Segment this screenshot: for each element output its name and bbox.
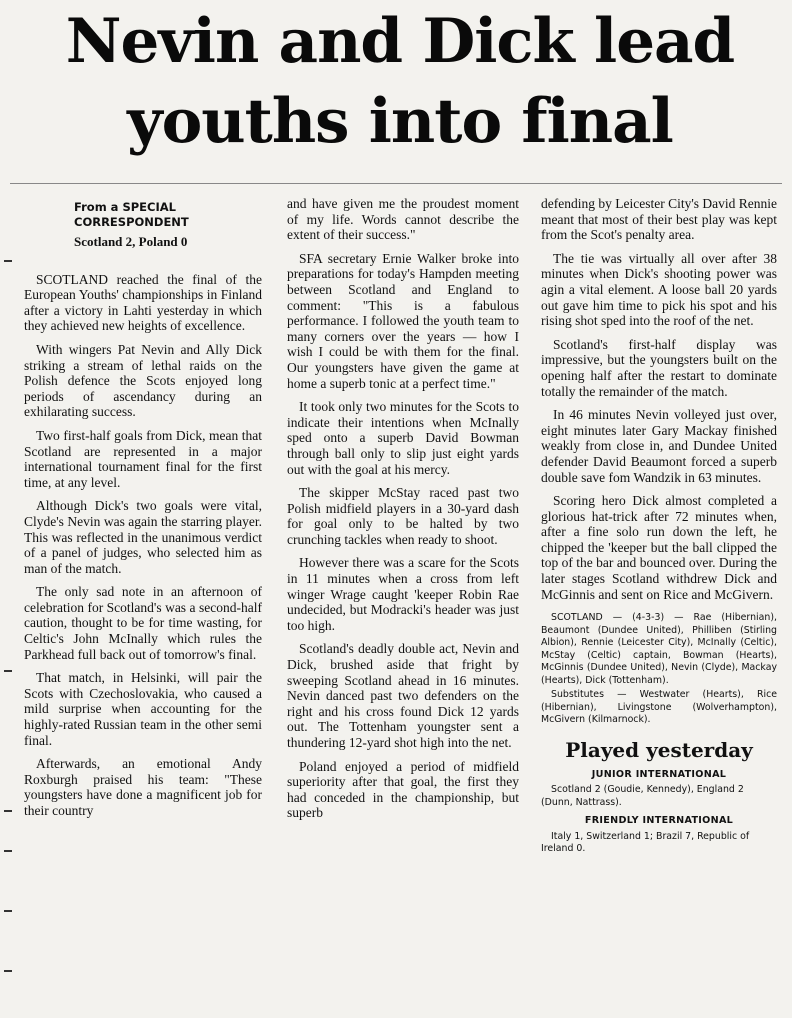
junior-heading: JUNIOR INTERNATIONAL [591, 768, 727, 780]
team-lineup [541, 612, 777, 727]
junior-result: Scotland 2 (Goudie, Kennedy), England 2 (Dunn, Nattrass). [541, 784, 744, 808]
paragraph: SCOTLAND reached the final of the European Youths' championships in Finland after a victory in Lahti yesterday in which they achieved new heights of excellence. [24, 271, 262, 334]
lineup-substitutes: Substitutes — Westwater (Hearts), Rice (Hibernian), Livingstone (Wolverhampton), McGivern (Kilmarnock). [541, 689, 777, 726]
byline-line-2: CORRESPONDENT [74, 215, 189, 229]
paragraph: It took only two minutes for the Scots to indicate their intentions when McInally sped onto a superb David Bowman through ball only to slip just eight yards out with the goal at his mercy. [287, 399, 519, 477]
paragraph: Two first-half goals from Dick, mean that Scotland are represented in a major international tournament final for the first time, at any level. [24, 427, 262, 490]
friendly-heading: FRIENDLY INTERNATIONAL [584, 815, 734, 827]
paragraph: Scoring hero Dick almost completed a glorious hat-trick after 72 minutes when, after a fine solo run down the left, he chipped the 'keeper but the ball clipped the top of the bar and bounced over. During the later stages Scotland withdrew Dick and McGinnis and sent on Rice and McGivern. [541, 493, 777, 602]
paragraph: The tie was virtually all over after 38 minutes when Dick's shooting power was agin a vital element. A loose ball 20 yards out gave him time to pick his spot and his rising shot sped into the roof of the net. [541, 250, 777, 329]
paragraph: However there was a scare for the Scots in 11 minutes when a cross from left winger Wrage caught 'keeper Robin Rae undecided, but Modracki's header was just too high. [287, 555, 519, 633]
paragraph: Afterwards, an emotional Andy Roxburgh praised his team: "These youngsters have done a magnificent job for their country [24, 756, 262, 818]
paragraph: SFA secretary Ernie Walker broke into preparations for today's Hampden meeting between Scotland and England to comment: "This is a fabulous performance. I followed the youth team to many corners over the years — how I wish I could be with them for the final. Our youngsters have given the game at home a superb tonic at a perfect time." [287, 250, 519, 391]
paragraph: Scotland's deadly double act, Nevin and Dick, brushed aside that fright by sweeping Scotland ahead in 16 minutes. Nevin danced past two defenders on the right and his cross found Dick 12 yards out. The Tottenham youngster sent a thundering 12-yard shot high into the net. [287, 641, 519, 750]
paragraph: In 46 minutes Nevin volleyed just over, eight minutes later Gary Mackay finished weakly from close in, and Dundee United defender David Beaumont forced a superb double save fom Wandzik in 63 minutes. [541, 407, 777, 485]
paragraph: With wingers Pat Nevin and Ally Dick striking a stream of lethal raids on the Polish defence the Scots enjoyed long periods of ascendancy during an exhilarating success. [24, 341, 262, 420]
paragraph: That match, in Helsinki, will pair the Scots with Czechoslovakia, who caused a mild surprise when accounting for the highly-rated Russian team in the other semi final. [24, 670, 262, 748]
paragraph: Poland enjoyed a period of midfield superiority after that goal, the first they had conceded in the championship, but superb [287, 758, 519, 821]
margin-marks [0, 250, 18, 1010]
paragraph: Although Dick's two goals were vital, Clyde's Nevin was again the starring player. This was reflected in the unanimous verdict of a panel of judges, who selected him as man of the match. [24, 498, 262, 576]
paragraph: and have given me the proudest moment of my life. Words cannot describe the extent of their success." [287, 196, 519, 243]
column-3 [541, 196, 777, 860]
lineup-scotland: SCOTLAND — (4-3-3) — Rae (Hibernian), Beaumont (Dundee United), Philliben (Stirling Albion), Rennie (Leicester City), McInally (Celtic), McStay (Celtic) captain, Bowman (Hearts), McGinnis (Dundee United), Nevin (Clyde), Mackay (Hearts), Dick (Tottenham). [541, 612, 777, 686]
paragraph: Scotland's first-half display was impressive, but the youngsters built on the opening half after the restart to dominate totally the remainder of the match. [541, 336, 777, 399]
byline [74, 200, 262, 230]
played-title: Played yesterday [565, 737, 753, 762]
friendly-result: Italy 1, Switzerland 1; Brazil 7, Republic of Ireland 0. [541, 830, 750, 855]
score-line: Scotland 2, Poland 0 [74, 234, 188, 249]
paragraph: The only sad note in an afternoon of celebration for Scotland's was a second-half caution, thought to be for time wasting, for Celtic's John McInally which rules the Parkhead full back out of tomorrow's final. [24, 584, 262, 662]
byline-line-1: From a SPECIAL [74, 200, 176, 214]
headline: Nevin and Dick lead youths into final [65, 6, 735, 157]
played-yesterday-box [541, 737, 777, 856]
headline-rule [10, 183, 782, 184]
paragraph: The skipper McStay raced past two Polish midfield players in a 30-yard dash for goal only to be halted by two crunching tackles when ready to shoot. [287, 485, 519, 547]
column-2 [287, 196, 519, 829]
column-1 [24, 196, 262, 827]
paragraph: defending by Leicester City's David Rennie meant that most of their best play was kept from the Scot's penalty area. [541, 196, 777, 243]
